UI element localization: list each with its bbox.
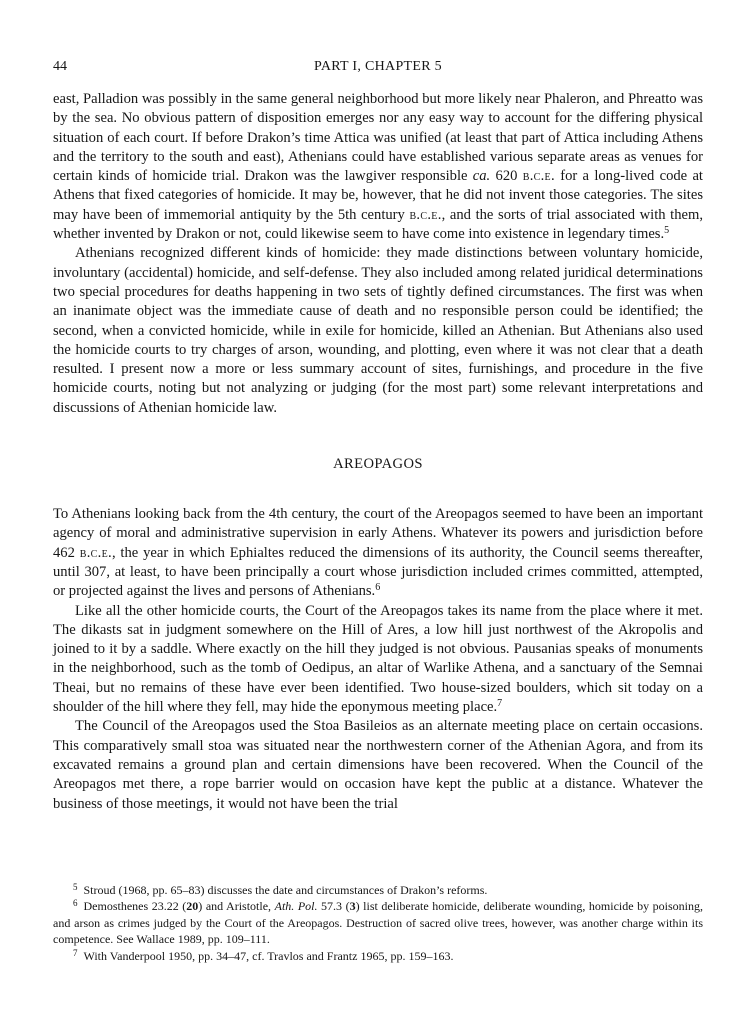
- note-ref-5[interactable]: 5: [664, 225, 670, 237]
- note-ref-6[interactable]: 6: [375, 582, 381, 594]
- footnotes: [53, 882, 703, 964]
- paragraph-5: The Council of the Areopagos used the Stoa Basileios as an alternate meeting place on certain occasions. This comparatively small stoa was situated near the northwestern corner of the Athenian Agora, and from its excavated remains a ground plan and certain dimensions have been recovered. When the Council of the Areopagos met there, a rope barrier would on occasion have kept the public at a distance. Whatever the business of those meetings, it would not have been the trial: [53, 718, 703, 812]
- footnote-7: $^7$ With Vanderpool 1950, pp. 34–47, cf. Travlos and Frantz 1965, pp. 159–163.: [73, 947, 454, 963]
- paragraph-4: Like all the other homicide courts, the Court of the Areopagos takes its name from the place where it met. The dikasts sat in judgment somewhere on the Hill of Ares, a low hill just northwest of the Akropolis and joined to it by a saddle. Where exactly on the hill they judged is not obvious. Pausanias speaks of monuments in the neighborhood, such as the tomb of Oedipus, an altar of Warlike Athena, and a sanctuary of the Semnai Theai, but no remains of these have ever been identified. Two house-sized boulders, which sit today on a shoulder of the hill where they fell, may hide the eponymous meeting place.$^7$: [53, 602, 703, 716]
- paragraph-1: east, Palladion was possibly in the same general neighborhood but more likely near Phaleron, and Phreatto was by the sea. No obvious pattern of disposition emerges nor any easy way to account for the differing physical situation of each court. If before Drakon’s time Attica was unified (at least that part of Attica including Athens and the territory to the south and east), Athenians could have established various separate areas as venues for certain kinds of homicide trial. Drakon was the lawgiver responsible ca. 620 b.c.e. for a long-lived code at Athens that fixed categories of homicide. It may be, however, that he did not invent those categories. The sites may have been of immemorial antiquity by the 5th century b.c.e., and the sorts of trial associated with them, whether invented by Drakon or not, could likewise seem to have come into existence in legendary times.$^5$: [53, 91, 703, 243]
- running-head: PART I, CHAPTER 5: [314, 59, 442, 74]
- page-header: [53, 59, 703, 77]
- note-ref-7[interactable]: 7: [497, 698, 503, 710]
- paragraph-3: To Athenians looking back from the 4th century, the court of the Areopagos seemed to have been an important agency of moral and administrative supervision in early Athens. Whatever its powers and jurisdiction before 462 b.c.e., the year in which Ephialtes reduced the dimensions of its authority, the Council seems thereafter, until 307, at least, to have been principally a court whose jurisdiction included crimes committed, attempted, or projected against the lives and persons of Athenians.$^6$: [53, 506, 703, 600]
- paragraph-2: Athenians recognized different kinds of homicide: they made distinctions between voluntary homicide, involuntary (accidental) homicide, and self-defense. They also included among related juridical determinations two special procedures for deaths happening in two sets of tightly defined circumstances. The first was when an inanimate object was the immediate cause of death and no responsible person could be identified; the second, when a convicted homicide, while in exile for homicide, killed an Athenian. But Athenians also used the homicide courts to try charges of arson, wounding, and plotting, even where it was not clear that a death resulted. I present now a more or less summary account of sites, furnishings, and procedure in the five homicide courts, noting but not analyzing or judging (for the most part) some relevant interpretations and discussions of Athenian homicide law.: [53, 245, 703, 416]
- footnote-6: $^6$ Demosthenes 23.22 (20) and Aristotle, Ath. Pol. 57.3 (3) list deliberate homicide, deliberate wounding, homicide by poisoning, and arson as crimes judged by the Court of the Areopagos. Destruction of sacred olive trees, however, was another charge within its competence. See Wallace 1989, pp. 109–111.: [53, 898, 704, 947]
- footnote-5: $^5$ Stroud (1968, pp. 65–83) discusses the date and circumstances of Drakon’s reforms.: [73, 882, 488, 897]
- body-text: [53, 90, 703, 814]
- page-number: 44: [53, 59, 67, 74]
- section-heading: AREOPAGOS: [333, 456, 423, 473]
